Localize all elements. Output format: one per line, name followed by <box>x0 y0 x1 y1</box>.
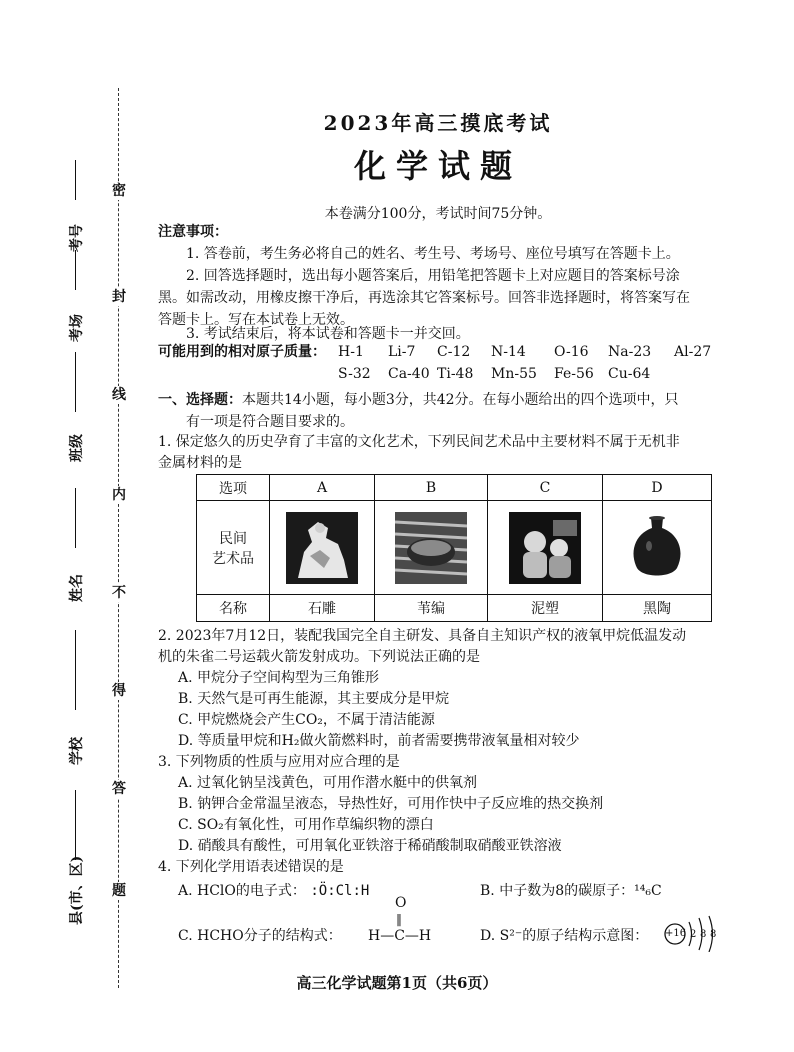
table-header-cell: 选项 <box>197 475 270 501</box>
reed-weaving-image <box>395 512 467 584</box>
q3-option: B. 钠钾合金常温呈液态，导热性好，可用作快中子反应堆的热交换剂 <box>178 796 604 812</box>
atomic-mass-item: N-14 <box>491 344 526 360</box>
section1-line2: 有一项是符合题目要求的。 <box>186 414 354 430</box>
atomic-mass-label: 可能用到的相对原子质量： <box>158 344 326 360</box>
field-label-county: 县(市、区) <box>69 855 85 925</box>
q2-stem-cont: 机的朱雀二号运载火箭发射成功。下列说法正确的是 <box>158 649 480 665</box>
stone-carving-illustration <box>286 512 358 584</box>
table-header-cell: A <box>270 475 375 501</box>
sulfide-ion-structure-diagram <box>663 912 723 952</box>
field-line <box>75 790 76 860</box>
table-row-label <box>197 501 270 595</box>
q2-option: A. 甲烷分子空间构型为三角锥形 <box>178 670 380 686</box>
field-line <box>75 160 76 200</box>
field-label-exam-number: 考号 <box>69 224 85 252</box>
atomic-mass-item: Cu-64 <box>608 366 651 382</box>
artwork-b-cell <box>375 501 488 595</box>
notes-heading: 注意事项： <box>158 224 228 240</box>
q3-option: D. 硝酸具有酸性，可用氧化亚铁溶于稀硝酸制取硝酸亚铁溶液 <box>178 838 562 854</box>
carbon-isotope-symbol: ¹⁴₆C <box>634 883 662 899</box>
section1-heading: 一、选择题： <box>158 392 242 408</box>
row-label-line: 民间 <box>219 530 247 547</box>
note-line: 3. 考试结束后，将本试卷和答题卡一并交回。 <box>186 326 470 342</box>
atomic-mass-item: Na-23 <box>608 344 652 360</box>
q4-option-a-text: A. HClO的电子式： <box>178 883 306 899</box>
shell-electrons: 8 <box>710 929 717 940</box>
q3-stem: 3. 下列物质的性质与应用对应合理的是 <box>158 754 400 770</box>
q2-option: C. 甲烷燃烧会产生CO₂，不属于清洁能源 <box>178 712 435 728</box>
page-footer: 高三化学试题第1页（共6页） <box>296 974 498 992</box>
q4-option-b <box>480 881 662 901</box>
black-pottery-image <box>621 512 693 584</box>
shell-electrons: 8 <box>700 929 707 940</box>
note-line: 2. 回答选择题时，选出每小题答案后，用铅笔把答题卡上对应题目的答案标号涂 <box>186 268 680 284</box>
atomic-mass-item: S-32 <box>338 366 371 382</box>
table-header-cell: C <box>488 475 603 501</box>
artwork-a-cell <box>270 501 375 595</box>
hclo-electron-formula: :Ö:Cl:H <box>310 883 370 899</box>
q2-stem: 2. 2023年7月12日，装配我国完全自主研发、具备自主知识产权的液氧甲烷低温发动 <box>158 628 687 644</box>
field-line <box>75 352 76 412</box>
atomic-mass-item: Li-7 <box>388 344 416 360</box>
atomic-mass-item: C-12 <box>437 344 471 360</box>
q1-stem: 1. 保定悠久的历史孕育了丰富的文化艺术，下列民间艺术品中主要材料不属于无机非 <box>158 434 680 450</box>
field-label-exam-room: 考场 <box>69 314 85 342</box>
q2-option: D. 等质量甲烷和H₂做火箭燃料时，前者需要携带液氧量相对较少 <box>178 733 580 749</box>
atomic-mass-item: O-16 <box>554 344 589 360</box>
seal-char: 线 <box>112 387 126 403</box>
hcho-double-bond: ‖ <box>396 912 402 926</box>
atomic-mass-item: Ti-48 <box>437 366 474 382</box>
q4-option-c: C. HCHO分子的结构式： <box>178 928 342 944</box>
atomic-mass-item: Al-27 <box>674 344 712 360</box>
seal-char: 内 <box>112 487 126 503</box>
exam-info: 本卷满分100分，考试时间75分钟。 <box>324 206 552 222</box>
q4-option-b-text: B. 中子数为8的碳原子： <box>480 883 635 899</box>
table-header-cell: B <box>375 475 488 501</box>
atomic-mass-item: Ca-40 <box>388 366 430 382</box>
row-label-line: 艺术品 <box>212 550 254 567</box>
black-pottery-illustration <box>621 512 693 584</box>
table-row <box>197 501 712 595</box>
hcho-structural-formula: H—C—H <box>368 928 432 944</box>
seal-char: 不 <box>112 585 126 601</box>
atomic-mass-item: Fe-56 <box>554 366 594 382</box>
table-header-cell: D <box>603 475 712 501</box>
atomic-mass-item: H-1 <box>338 344 364 360</box>
q4-option-a <box>178 881 369 901</box>
seal-char: 题 <box>112 883 126 899</box>
atomic-mass-item: Mn-55 <box>491 366 537 382</box>
field-line <box>75 630 76 710</box>
artwork-d-cell <box>603 501 712 595</box>
clay-sculpture-image <box>509 512 581 584</box>
table-cell: 泥塑 <box>488 595 603 622</box>
nucleus-charge: +16 <box>665 928 687 939</box>
artwork-c-cell <box>488 501 603 595</box>
field-line <box>75 250 76 290</box>
clay-sculpture-illustration <box>509 512 581 584</box>
table-row <box>197 595 712 622</box>
binding-sidebar <box>0 0 150 1052</box>
stone-carving-image <box>286 512 358 584</box>
subject-title: 化学试题 <box>353 147 522 185</box>
note-line: 1. 答卷前，考生务必将自己的姓名、考生号、考场号、座位号填写在答题卡上。 <box>186 246 680 262</box>
section1-line1 <box>158 390 679 410</box>
q1-stem-cont: 金属材料的是 <box>158 455 242 471</box>
q4-stem: 4. 下列化学用语表述错误的是 <box>158 859 344 875</box>
note-line: 黑。如需改动，用橡皮擦干净后，再选涂其它答案标号。回答非选择题时，将答案写在 <box>158 290 690 306</box>
q3-option: C. SO₂有氧化性，可用作草编织物的漂白 <box>178 817 434 833</box>
table-cell: 黑陶 <box>603 595 712 622</box>
q1-options-table <box>196 474 712 622</box>
seal-char: 答 <box>112 781 126 797</box>
q4-option-d: D. S²⁻的原子结构示意图： <box>480 928 649 944</box>
exam-title: 2023年高三摸底考试 <box>323 111 553 135</box>
shell-electrons: 2 <box>690 929 697 940</box>
seal-char: 密 <box>112 183 126 199</box>
q2-option: B. 天然气是可再生能源，其主要成分是甲烷 <box>178 691 450 707</box>
table-cell: 苇编 <box>375 595 488 622</box>
reed-weaving-illustration <box>395 512 467 584</box>
seal-dashed-line <box>118 88 119 988</box>
seal-char: 封 <box>112 289 126 305</box>
section1-instructions: 本题共14小题，每小题3分，共42分。在每小题给出的四个选项中，只 <box>242 392 679 408</box>
table-cell: 石雕 <box>270 595 375 622</box>
field-label-name: 姓名 <box>69 574 85 602</box>
table-header-row <box>197 475 712 501</box>
hcho-oxygen: O <box>395 895 407 911</box>
field-label-class: 班级 <box>69 434 85 462</box>
q3-option: A. 过氧化钠呈浅黄色，可用作潜水艇中的供氧剂 <box>178 775 478 791</box>
field-line <box>75 488 76 548</box>
seal-char: 得 <box>112 683 126 699</box>
note-line: 答题卡上。写在本试卷上无效。 <box>158 312 354 328</box>
table-row-label: 名称 <box>197 595 270 622</box>
field-label-school: 学校 <box>69 737 85 765</box>
